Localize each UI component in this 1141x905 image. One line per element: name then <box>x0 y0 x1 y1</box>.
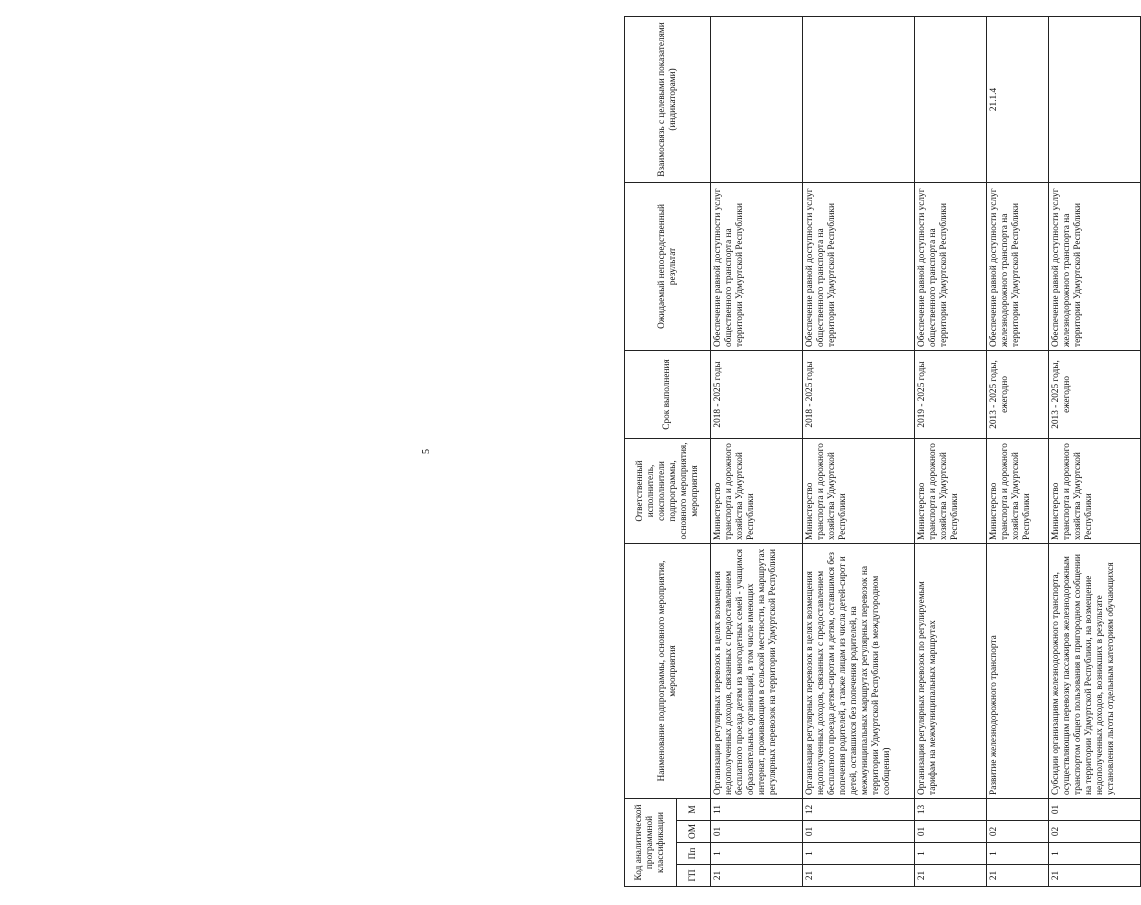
m-cell: 13 <box>915 798 987 820</box>
result-header: Ожидаемый непосредственный результат <box>625 182 711 350</box>
pp-cell: 1 <box>1049 843 1141 865</box>
link-cell: 21.1.4 <box>987 16 1049 182</box>
m-cell: 11 <box>711 798 803 820</box>
gp-header: ГП <box>677 865 711 887</box>
result-cell: Обеспечение равной доступности услуг общественного транспорта на территории Удмуртской Республики <box>803 182 915 350</box>
name-cell: Организация регулярных перевозок в целях возмещения недополученных доходов, связанных с предоставлением бесплатного проезда детям-сиротам и детям, оставшимся без попечения родителей, а также лицам из числа детей-сирот и детей, оставшихся без попечения родителей, на межмуниципальных маршрутах регулярных перевозок на территории Удмуртской Республики (в междугородном сообщении) <box>803 543 915 798</box>
gp-cell: 21 <box>987 865 1049 887</box>
table-row <box>987 16 1049 886</box>
result-cell: Обеспечение равной доступности услуг железнодорожного транспорта на территории Удмуртской Республики <box>1049 182 1141 350</box>
term-cell: 2013 - 2025 годы, ежегодно <box>1049 350 1141 438</box>
gp-cell: 21 <box>915 865 987 887</box>
gp-cell: 21 <box>803 865 915 887</box>
name-cell: Субсидии организациям железнодорожного транспорта, осуществляющим перевозку пассажиров железнодорожным транспортом общего пользования в пригородном сообщении на территории Удмуртской Республики, на возмещение недополученных доходов, возникших в результате установления льготы отдельным категориям обучающихся <box>1049 543 1141 798</box>
link-cell <box>915 16 987 182</box>
pp-cell: 1 <box>803 843 915 865</box>
executor-header: Ответственный исполнитель, соисполнители подпрограммы, основного мероприятия, мероприятия <box>625 438 711 543</box>
gp-cell: 21 <box>711 865 803 887</box>
gp-cell: 21 <box>1049 865 1141 887</box>
program-table <box>624 16 1141 887</box>
m-cell <box>987 798 1049 820</box>
m-cell: 01 <box>1049 798 1141 820</box>
pp-cell: 1 <box>711 843 803 865</box>
link-cell <box>803 16 915 182</box>
pp-header: Пп <box>677 843 711 865</box>
executor-cell: Министерство транспорта и дорожного хозяйства Удмуртской Республики <box>915 438 987 543</box>
executor-cell: Министерство транспорта и дорожного хозяйства Удмуртской Республики <box>987 438 1049 543</box>
link-header: Взаимосвязь с целевыми показателями (индикаторами) <box>625 16 711 182</box>
table-row <box>1049 16 1141 886</box>
name-cell: Организация регулярных перевозок в целях возмещения недополученных доходов, связанных с предоставлением бесплатного проезда детям из многодетных семей - учащимся образовательных организаций, в том числе имеющих интернат, проживающим в сельской местности, на маршрутах регулярных перевозок на территории Удмуртской Республики <box>711 543 803 798</box>
term-cell: 2018 - 2025 годы <box>711 350 803 438</box>
executor-cell: Министерство транспорта и дорожного хозяйства Удмуртской Республики <box>1049 438 1141 543</box>
term-cell: 2019 - 2025 годы <box>915 350 987 438</box>
om-cell: 02 <box>1049 821 1141 843</box>
result-cell: Обеспечение равной доступности услуг общественного транспорта на территории Удмуртской Республики <box>711 182 803 350</box>
rotated-table-wrapper <box>624 17 1116 887</box>
name-cell: Развитие железнодорожного транспорта <box>987 543 1049 798</box>
term-cell: 2018 - 2025 годы <box>803 350 915 438</box>
table-row <box>915 16 987 886</box>
m-header: М <box>677 798 711 820</box>
result-cell: Обеспечение равной доступности услуг общественного транспорта на территории Удмуртской Республики <box>915 182 987 350</box>
pp-cell: 1 <box>987 843 1049 865</box>
page-number: 5 <box>421 449 432 454</box>
executor-cell: Министерство транспорта и дорожного хозяйства Удмуртской Республики <box>711 438 803 543</box>
link-cell <box>711 16 803 182</box>
m-cell: 12 <box>803 798 915 820</box>
om-header: ОМ <box>677 821 711 843</box>
om-cell: 02 <box>987 821 1049 843</box>
om-cell: 01 <box>803 821 915 843</box>
om-cell: 01 <box>711 821 803 843</box>
name-header: Наименование подпрограммы, основного мероприятия, мероприятия <box>625 543 711 798</box>
code-group-header: Код аналитической программной классификации <box>625 798 677 886</box>
table-row <box>803 16 915 886</box>
term-header: Срок выполнения <box>625 350 711 438</box>
term-cell: 2013 - 2025 годы, ежегодно <box>987 350 1049 438</box>
name-cell: Организация регулярных перевозок по регулируемым тарифам на межмуниципальных маршрутах <box>915 543 987 798</box>
link-cell <box>1049 16 1141 182</box>
pp-cell: 1 <box>915 843 987 865</box>
executor-cell: Министерство транспорта и дорожного хозяйства Удмуртской Республики <box>803 438 915 543</box>
result-cell: Обеспечение равной доступности услуг железнодорожного транспорта на территории Удмуртской Республики <box>987 182 1049 350</box>
table-row <box>711 16 803 886</box>
om-cell: 01 <box>915 821 987 843</box>
